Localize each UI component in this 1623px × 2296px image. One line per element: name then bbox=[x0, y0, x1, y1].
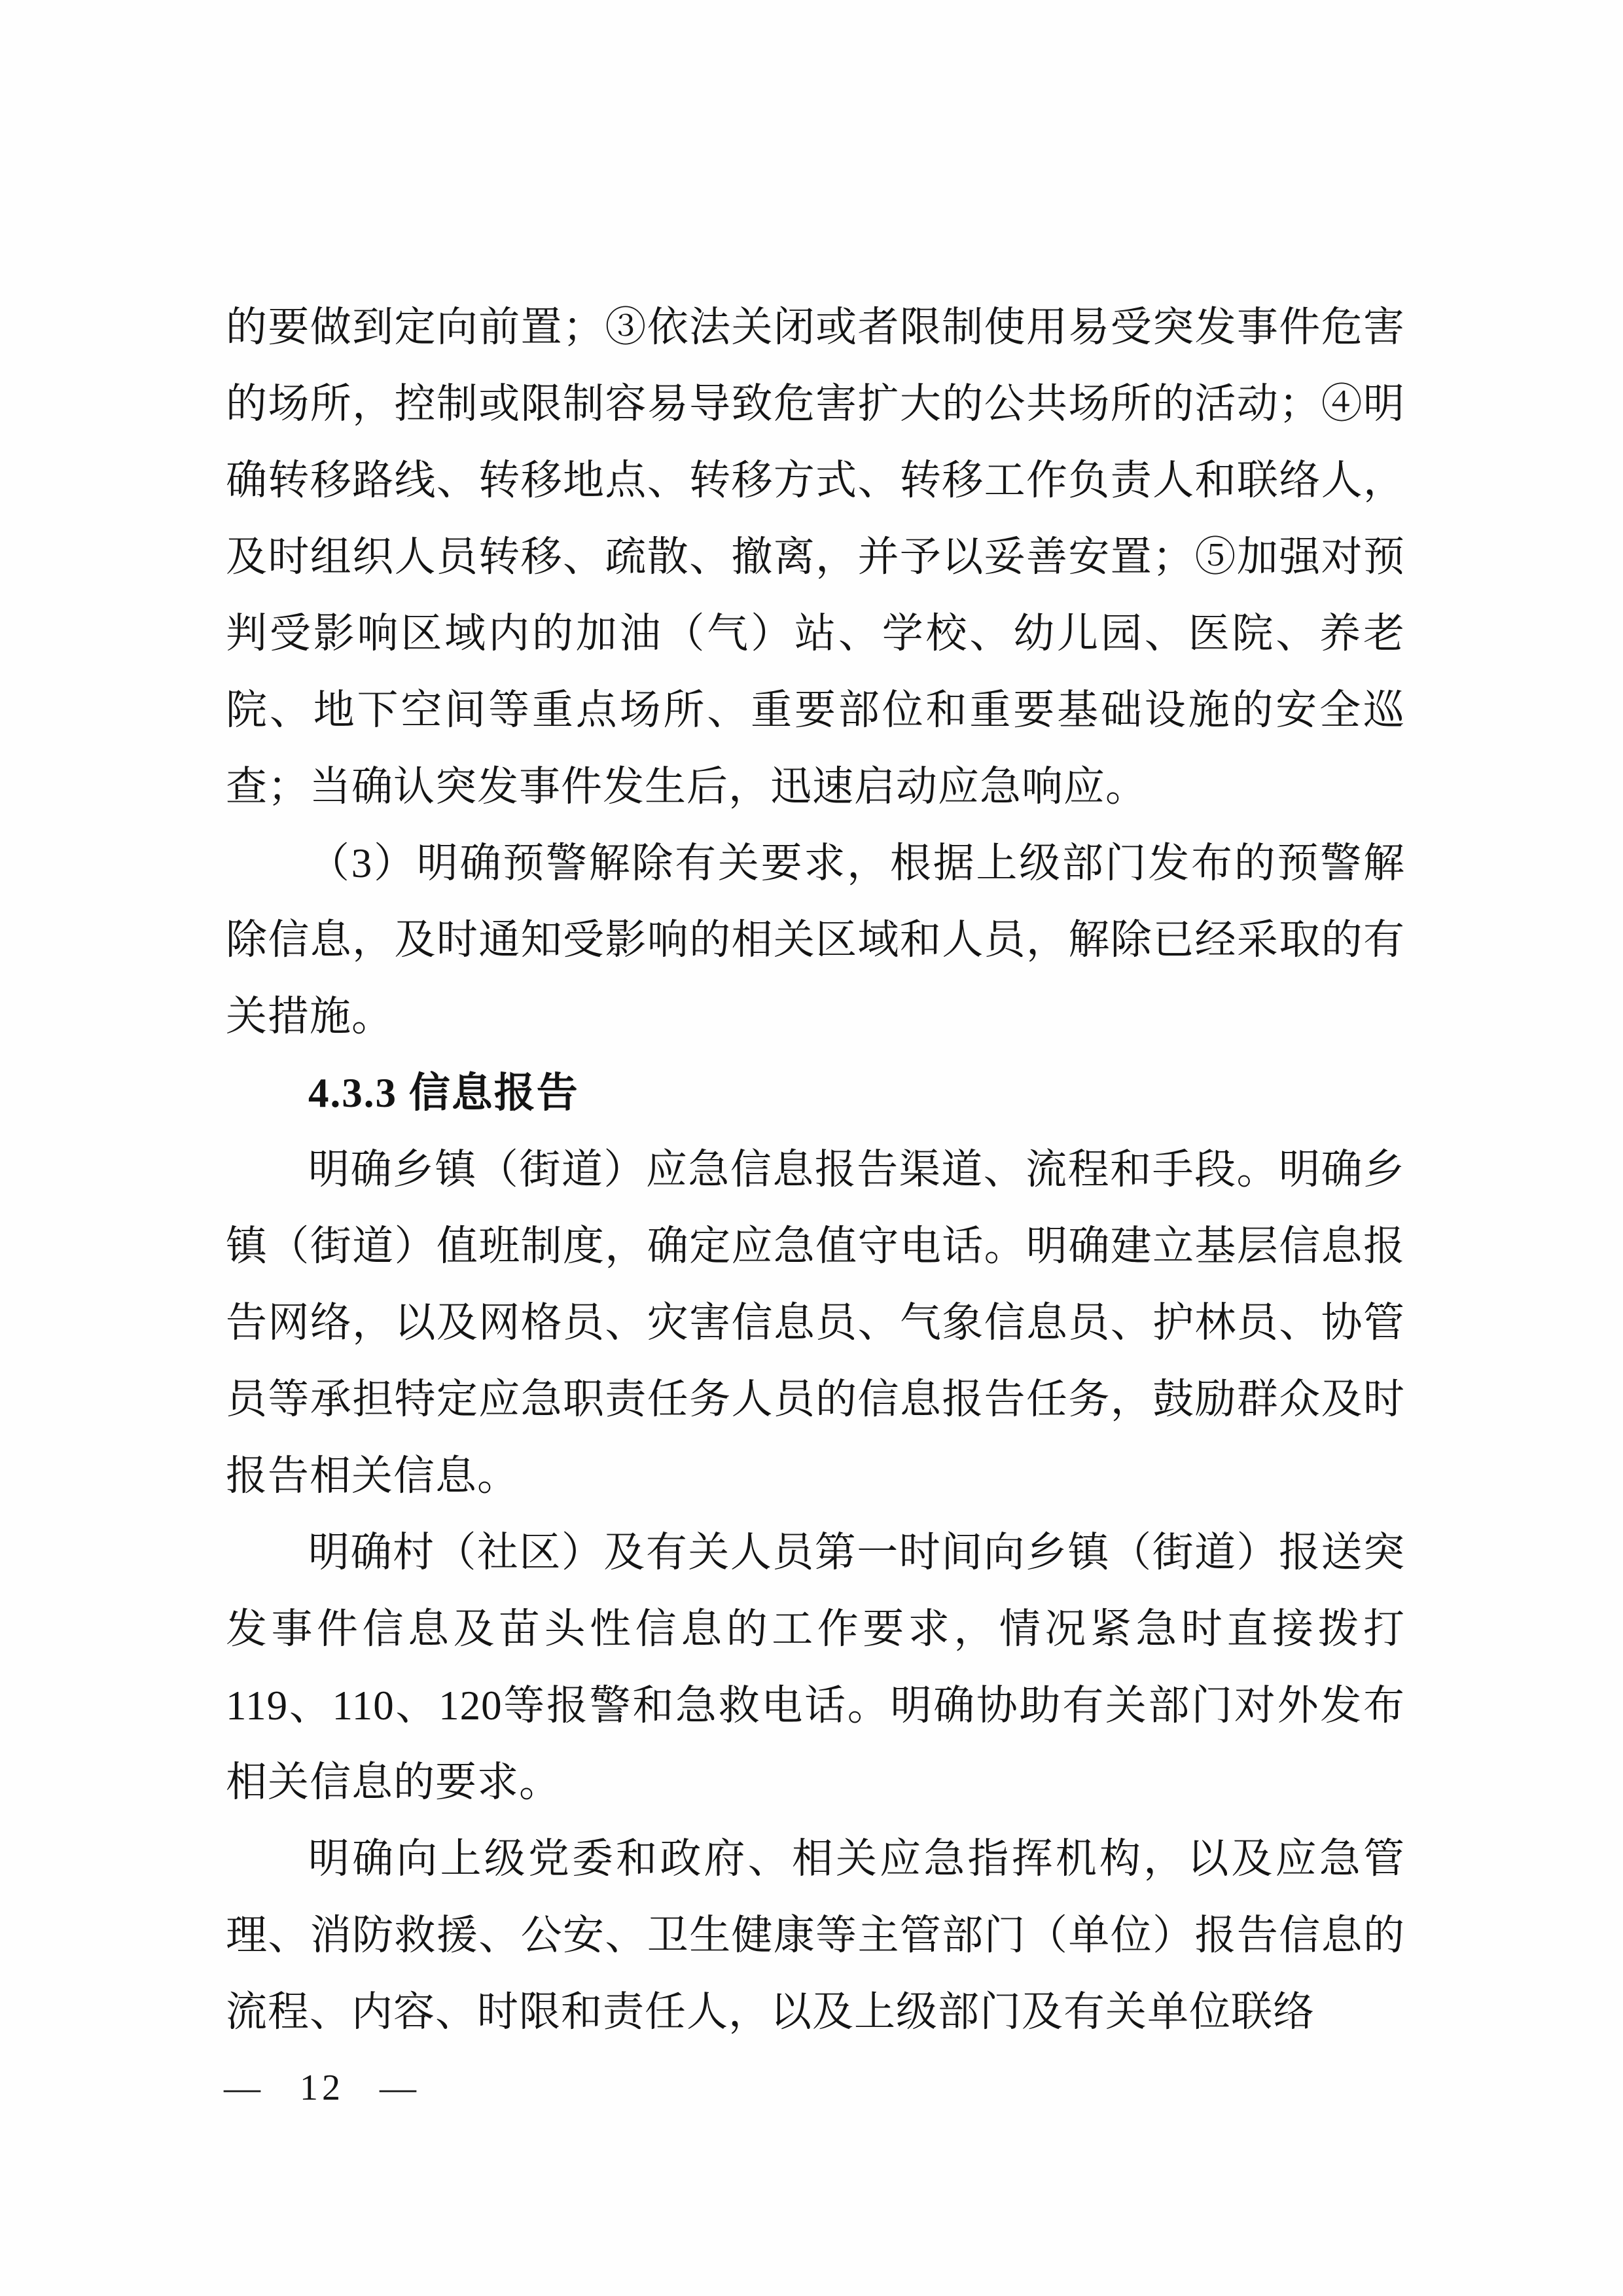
page-number: — 12 — bbox=[224, 2068, 420, 2108]
section-heading-information-reporting: 4.3.3 信息报告 bbox=[308, 1070, 579, 1116]
paragraph-superior-reporting: 明确向上级党委和政府、相关应急指挥机构，以及应急管理、消防救援、公安、卫生健康等主管部门（单位）报告信息的流程、内容、时限和责任人，以及上级部门及有关单位联络 bbox=[226, 1836, 1405, 2035]
paragraph-village-reporting: 明确村（社区）及有关人员第一时间向乡镇（街道）报送突发事件信息及苗头性信息的工作要求，情况紧急时直接拨打119、110、120等报警和急救电话。明确协助有关部门对外发布相关信息的要求。 bbox=[226, 1530, 1405, 1805]
page-body-text bbox=[226, 289, 1405, 2051]
paragraph-reporting-channels: 明确乡镇（街道）应急信息报告渠道、流程和手段。明确乡镇（街道）值班制度，确定应急值守电话。明确建立基层信息报告网络，以及网格员、灾害信息员、气象信息员、护林员、协管员等承担特定应急职责任务人员的信息报告任务，鼓励群众及时报告相关信息。 bbox=[226, 1147, 1405, 1499]
paragraph-continuation: 的要做到定向前置；③依法关闭或者限制使用易受突发事件危害的场所，控制或限制容易导致危害扩大的公共场所的活动；④明确转移路线、转移地点、转移方式、转移工作负责人和联络人，及时组织人员转移、疏散、撤离，并予以妥善安置；⑤加强对预判受影响区域内的加油（气）站、学校、幼儿园、医院、养老院、地下空间等重点场所、重要部位和重要基础设施的安全巡查；当确认突发事件发生后，迅速启动应急响应。 bbox=[226, 304, 1405, 810]
paragraph-warning-release: （3）明确预警解除有关要求，根据上级部门发布的预警解除信息，及时通知受影响的相关区域和人员，解除已经采取的有关措施。 bbox=[226, 840, 1405, 1039]
